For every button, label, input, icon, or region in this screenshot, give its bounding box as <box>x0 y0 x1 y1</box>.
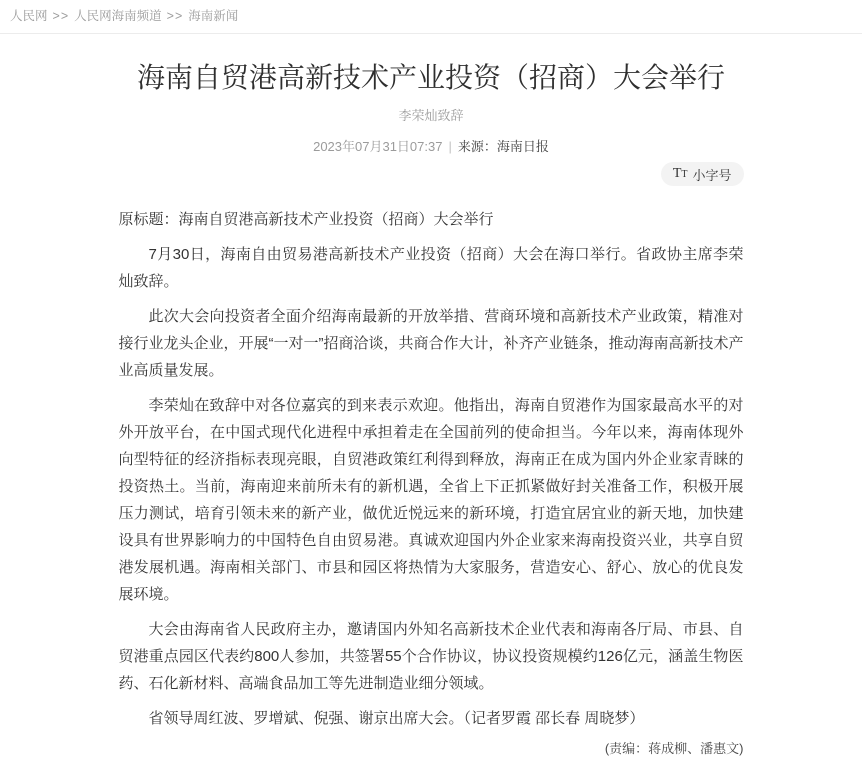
editor-note: (责编：蒋成柳、潘惠文) <box>604 741 744 756</box>
font-size-button[interactable] <box>661 162 744 186</box>
breadcrumb-separator: >> <box>166 9 184 23</box>
article-body <box>119 206 744 732</box>
article-paragraph: 此次大会向投资者全面介绍海南最新的开放举措、营商环境和高新技术产业政策，精准对接行业龙头企业，开展“一对一”招商洽谈，共商合作大计，补齐产业链条，推动海南高新技术产业高质量发展。 <box>118 308 744 379</box>
article-subtitle: 李荣灿致辞 <box>398 108 464 123</box>
publish-date: 2023年07月31日07:37 <box>313 139 443 154</box>
header-divider <box>0 33 862 34</box>
breadcrumb-link-hainan-news[interactable]: 海南新闻 <box>188 9 239 23</box>
article-meta <box>119 139 744 155</box>
page-title: 海南自贸港高新技术产业投资（招商）大会举行 <box>136 62 725 93</box>
font-size-label: 小字号 <box>692 167 732 183</box>
breadcrumb-link-hainan-channel[interactable]: 人民网海南频道 <box>74 9 162 23</box>
article-toolbar <box>119 162 744 186</box>
original-title-note: 原标题：海南自贸港高新技术产业投资（招商）大会举行 <box>118 211 494 228</box>
article-paragraph: 李荣灿在致辞中对各位嘉宾的到来表示欢迎。他指出，海南自贸港作为国家最高水平的对外开放平台，在中国式现代化进程中承担着走在全国前列的使命担当。今年以来，海南体现外向型特征的经济指标表现亮眼，自贸港政策红利得到释放，海南正在成为国内外企业家青睐的投资热土。当前，海南迎来前所未有的新机遇，全省上下正抓紧做好封关准备工作，积极开展压力测试，培育引领未来的新产业，做优近悦远来的新环境，打造宜居宜业的新天地，加快建设具有世界影响力的中国特色自由贸易港。真诚欢迎国内外企业家来海南投资兴业，共享自贸港发展机遇。海南相关部门、市县和园区将热情为大家服务，营造安心、舒心、放心的优良发展环境。 <box>118 397 744 603</box>
font-size-icon: T T <box>672 166 688 181</box>
source-label: 来源： <box>457 139 497 154</box>
breadcrumb-link-peoples-daily[interactable]: 人民网 <box>10 9 48 23</box>
article-content <box>119 60 744 758</box>
article-paragraph: 大会由海南省人民政府主办，邀请国内外知名高新技术企业代表和海南各厅局、市县、自贸港重点园区代表约800人参加，共签署55个合作协议，协议投资规模约126亿元，涵盖生物医药、石化新材料、高端食品加工等先进制造业细分领域。 <box>118 621 744 692</box>
breadcrumb <box>0 0 862 33</box>
source-link[interactable]: 海南日报 <box>496 139 549 154</box>
article-paragraph: 省领导周红波、罗增斌、倪强、谢京出席大会。（记者罗霞 邵长春 周晓梦） <box>148 710 645 727</box>
breadcrumb-separator: >> <box>52 9 70 23</box>
article-paragraph: 7月30日，海南自由贸易港高新技术产业投资（招商）大会在海口举行。省政协主席李荣灿致辞。 <box>118 246 744 290</box>
meta-separator: | <box>448 139 452 154</box>
